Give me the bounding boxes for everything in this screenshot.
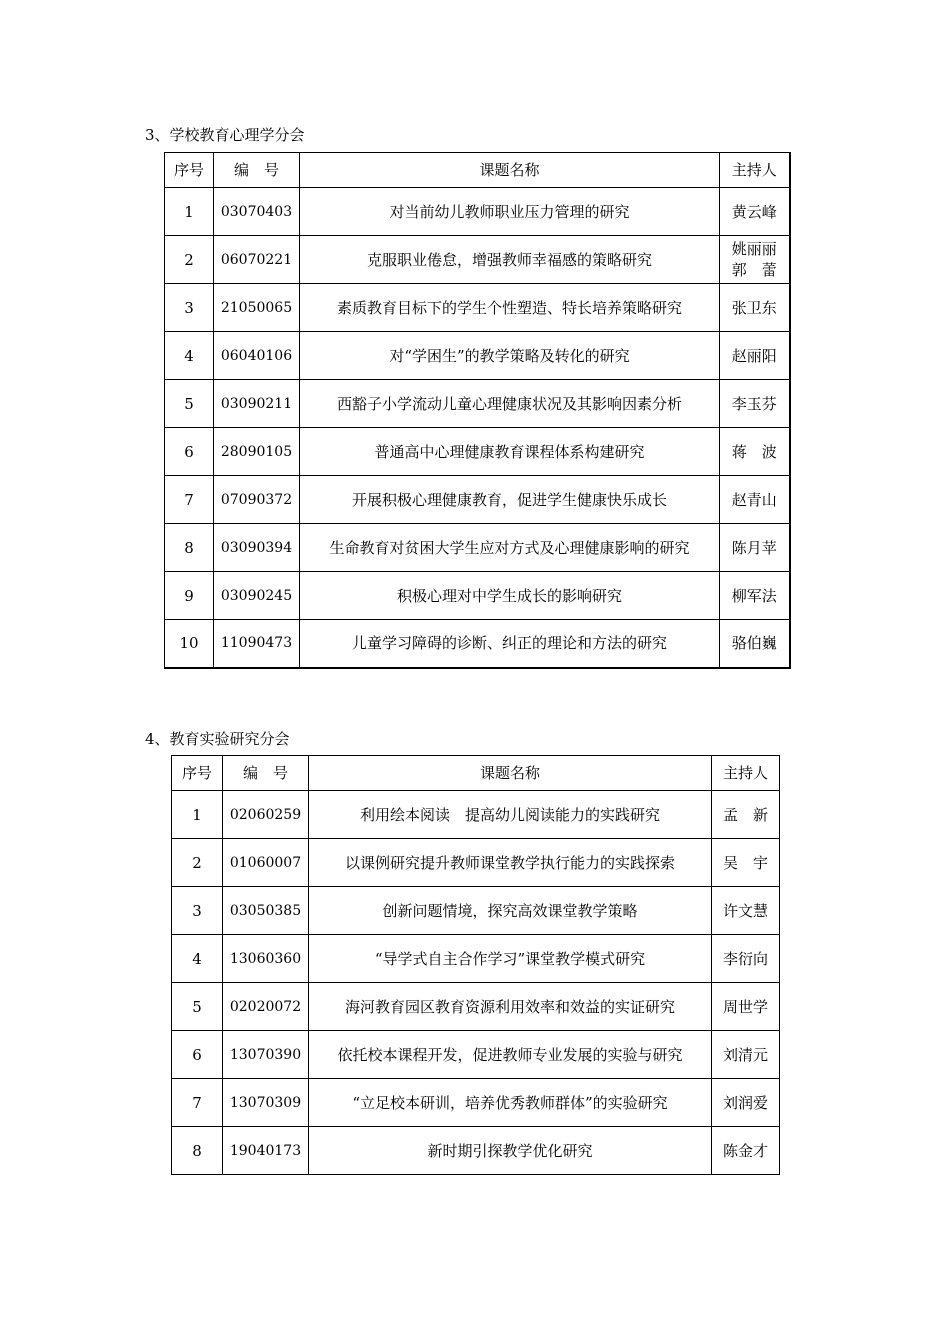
cell-topic: 创新问题情境，探究高效课堂教学策略 — [309, 887, 712, 935]
cell-code: 03050385 — [223, 887, 309, 935]
cell-host: 黄云峰 — [720, 188, 790, 236]
cell-host: 蒋 波 — [720, 428, 790, 476]
cell-index: 3 — [172, 887, 223, 935]
cell-topic: 西豁子小学流动儿童心理健康状况及其影响因素分析 — [300, 380, 720, 428]
cell-code: 13070309 — [223, 1079, 309, 1127]
cell-index: 6 — [165, 428, 214, 476]
table-row — [172, 887, 780, 935]
cell-host: 刘润爱 — [712, 1079, 780, 1127]
table-row — [165, 620, 790, 668]
cell-code: 13060360 — [223, 935, 309, 983]
table-row — [165, 428, 790, 476]
cell-code: 02060259 — [223, 791, 309, 839]
cell-topic: 儿童学习障碍的诊断、纠正的理论和方法的研究 — [300, 620, 720, 668]
cell-host: 陈月苹 — [720, 524, 790, 572]
cell-topic: 新时期引探教学优化研究 — [309, 1127, 712, 1175]
cell-host: 李衍向 — [712, 935, 780, 983]
table-header-row — [165, 153, 790, 188]
table-row — [165, 332, 790, 380]
section-title-school-psychology: 3、学校教育心理学分会 — [145, 126, 305, 144]
cell-index: 8 — [172, 1127, 223, 1175]
cell-topic: 普通高中心理健康教育课程体系构建研究 — [300, 428, 720, 476]
cell-code: 13070390 — [223, 1031, 309, 1079]
cell-host: 赵青山 — [720, 476, 790, 524]
cell-topic: 利用绘本阅读 提高幼儿阅读能力的实践研究 — [309, 791, 712, 839]
cell-code: 02020072 — [223, 983, 309, 1031]
cell-host: 赵丽阳 — [720, 332, 790, 380]
table-education-experiment — [171, 755, 780, 1175]
header-topic: 课题名称 — [309, 756, 712, 791]
cell-topic: 克服职业倦怠，增强教师幸福感的策略研究 — [300, 236, 720, 284]
cell-host: 刘清元 — [712, 1031, 780, 1079]
cell-host: 柳军法 — [720, 572, 790, 620]
cell-index: 7 — [172, 1079, 223, 1127]
cell-index: 3 — [165, 284, 214, 332]
cell-topic: “导学式自主合作学习”课堂教学模式研究 — [309, 935, 712, 983]
cell-host-multi — [720, 236, 790, 284]
table-row — [165, 476, 790, 524]
cell-index: 10 — [165, 620, 214, 668]
cell-topic: 对“学困生”的教学策略及转化的研究 — [300, 332, 720, 380]
cell-index: 8 — [165, 524, 214, 572]
table-row — [172, 839, 780, 887]
header-host: 主持人 — [712, 756, 780, 791]
table-row — [172, 1079, 780, 1127]
cell-host-second: 郭 蕾 — [731, 260, 777, 279]
cell-index: 5 — [172, 983, 223, 1031]
table-row — [165, 380, 790, 428]
header-host: 主持人 — [720, 153, 790, 188]
cell-host: 吴 宇 — [712, 839, 780, 887]
cell-code: 21050065 — [214, 284, 300, 332]
cell-topic: 海河教育园区教育资源利用效率和效益的实证研究 — [309, 983, 712, 1031]
cell-index: 1 — [165, 188, 214, 236]
cell-code: 03090245 — [214, 572, 300, 620]
cell-code: 06040106 — [214, 332, 300, 380]
cell-code: 11090473 — [214, 620, 300, 668]
cell-code: 19040173 — [223, 1127, 309, 1175]
cell-topic: 开展积极心理健康教育，促进学生健康快乐成长 — [300, 476, 720, 524]
header-topic: 课题名称 — [300, 153, 720, 188]
cell-code: 06070221 — [214, 236, 300, 284]
cell-code: 28090105 — [214, 428, 300, 476]
cell-code: 03090394 — [214, 524, 300, 572]
cell-topic: 素质教育目标下的学生个性塑造、特长培养策略研究 — [300, 284, 720, 332]
cell-code: 03070403 — [214, 188, 300, 236]
cell-host: 许文慧 — [712, 887, 780, 935]
header-code: 编 号 — [223, 756, 309, 791]
header-code: 编 号 — [214, 153, 300, 188]
cell-topic: 生命教育对贫困大学生应对方式及心理健康影响的研究 — [300, 524, 720, 572]
cell-topic: 以课例研究提升教师课堂教学执行能力的实践探索 — [309, 839, 712, 887]
cell-topic: 积极心理对中学生成长的影响研究 — [300, 572, 720, 620]
cell-index: 4 — [165, 332, 214, 380]
header-index: 序号 — [172, 756, 223, 791]
cell-index: 1 — [172, 791, 223, 839]
cell-host: 李玉芬 — [720, 380, 790, 428]
cell-index: 2 — [172, 839, 223, 887]
table-row — [165, 572, 790, 620]
table-row — [165, 236, 790, 284]
header-index: 序号 — [165, 153, 214, 188]
table-school-psychology — [164, 152, 791, 669]
cell-code: 03090211 — [214, 380, 300, 428]
cell-topic: “立足校本研训，培养优秀教师群体”的实验研究 — [309, 1079, 712, 1127]
table-row — [165, 188, 790, 236]
table-row — [172, 935, 780, 983]
cell-index: 9 — [165, 572, 214, 620]
cell-code: 01060007 — [223, 839, 309, 887]
cell-index: 2 — [165, 236, 214, 284]
table-row — [165, 524, 790, 572]
cell-host-first: 姚丽丽 — [731, 239, 777, 258]
cell-index: 7 — [165, 476, 214, 524]
cell-host: 骆伯巍 — [720, 620, 790, 668]
cell-index: 6 — [172, 1031, 223, 1079]
cell-host: 张卫东 — [720, 284, 790, 332]
table-row — [172, 983, 780, 1031]
cell-index: 5 — [165, 380, 214, 428]
cell-code: 07090372 — [214, 476, 300, 524]
cell-host: 周世学 — [712, 983, 780, 1031]
section-title-education-experiment: 4、教育实验研究分会 — [145, 730, 290, 748]
table-row — [172, 791, 780, 839]
cell-topic: 对当前幼儿教师职业压力管理的研究 — [300, 188, 720, 236]
table-row — [172, 1127, 780, 1175]
cell-topic: 依托校本课程开发，促进教师专业发展的实验与研究 — [309, 1031, 712, 1079]
cell-host: 孟 新 — [712, 791, 780, 839]
cell-host: 陈金才 — [712, 1127, 780, 1175]
table-row — [172, 1031, 780, 1079]
table-row — [165, 284, 790, 332]
table-header-row — [172, 756, 780, 791]
cell-index: 4 — [172, 935, 223, 983]
